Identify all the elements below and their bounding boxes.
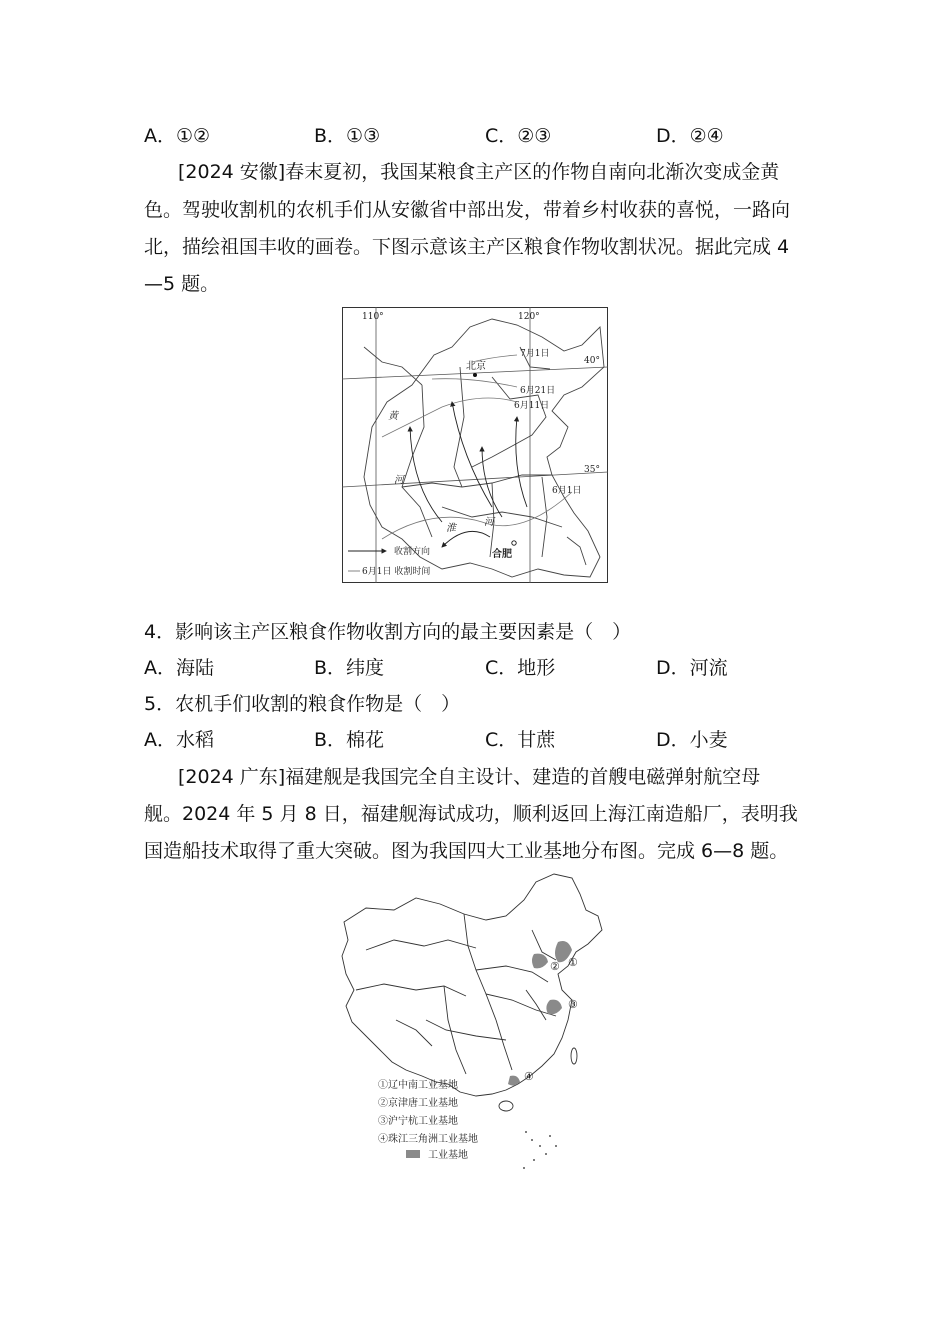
marker-2: ② <box>550 960 560 973</box>
legend-item-1: ①辽中南工业基地 <box>378 1080 458 1091</box>
date-jun-1: 6月1日 <box>552 486 582 496</box>
q3-option-a: A．①② <box>144 125 211 147</box>
lon-label-110: 110° <box>362 312 384 322</box>
marker-3: ③ <box>568 998 578 1011</box>
legend-item-2: ②京津唐工业基地 <box>378 1098 458 1109</box>
passage-2-line-3: 国造船技术取得了重大突破。图为我国四大工业基地分布图。完成 6—8 题。 <box>144 840 789 862</box>
q4-option-b: B．纬度 <box>314 657 385 679</box>
legend-direction: 收割方向 <box>394 547 431 557</box>
place-beijing: 北京 <box>466 361 486 372</box>
q4-options <box>144 656 764 680</box>
base-jingjintang <box>532 954 548 969</box>
base-huningHang <box>546 1000 562 1015</box>
q5-options <box>144 728 764 752</box>
passage-1-line-3: 北，描绘祖国丰收的画卷。下图示意该主产区粮食作物收割状况。据此完成 4 <box>144 236 790 258</box>
hainan-island <box>499 1101 513 1111</box>
q3-option-c: C．②③ <box>485 125 552 147</box>
industrial-map-legend <box>378 1078 478 1161</box>
marker-1: ① <box>568 956 578 969</box>
legend-time: 6月1日 收割时间 <box>362 567 431 577</box>
q4-option-d: D．河流 <box>656 657 728 679</box>
q3-option-d: D．②④ <box>656 125 724 147</box>
legend-key-label: 工业基地 <box>428 1150 468 1161</box>
beijing-marker <box>473 373 477 377</box>
date-jun-11: 6月11日 <box>514 401 550 411</box>
q4-option-a: A．海陆 <box>144 657 214 679</box>
legend-item-4: ④珠江三角洲工业基地 <box>378 1134 478 1145</box>
q5-option-b: B．棉花 <box>314 729 385 751</box>
lon-label-120: 120° <box>518 312 540 322</box>
river-label-he: 河 <box>394 475 404 486</box>
passage-2-line-1: [2024 广东]福建舰是我国完全自主设计、建造的首艘电磁弹射航空母 <box>178 766 761 788</box>
q5-stem: 5．农机手们收割的粮食作物是（ ） <box>144 693 461 715</box>
south-china-sea-islands <box>523 1131 557 1169</box>
date-jul-1: 7月1日 <box>520 349 550 359</box>
passage-1-line-4: —5 题。 <box>144 273 220 295</box>
industrial-bases-map <box>336 870 612 1178</box>
lat-label-35: 35° <box>584 465 600 475</box>
china-outline <box>342 874 602 1096</box>
legend-swatch <box>406 1150 420 1158</box>
harvest-map <box>342 307 608 583</box>
q3-option-b: B．①③ <box>314 125 381 147</box>
river-label-he-2: 河 <box>484 517 494 528</box>
taiwan-island <box>571 1048 577 1064</box>
date-jun-21: 6月21日 <box>520 386 556 396</box>
marker-4: ④ <box>524 1070 534 1083</box>
q4-option-c: C．地形 <box>485 657 556 679</box>
passage-2-line-2: 舰。2024 年 5 月 8 日，福建舰海试成功，顺利返回上海江南造船厂，表明我 <box>144 803 798 825</box>
passage-1-line-1: [2024 安徽]春末夏初，我国某粮食主产区的作物自南向北渐次变成金黄 <box>178 161 780 183</box>
q5-option-a: A．水稻 <box>144 729 214 751</box>
legend-item-3: ③沪宁杭工业基地 <box>378 1116 458 1127</box>
passage-1-line-2: 色。驾驶收割机的农机手们从安徽省中部出发，带着乡村收获的喜悦，一路向 <box>144 199 791 221</box>
lat-label-40: 40° <box>584 356 600 366</box>
q5-option-c: C．甘蔗 <box>485 729 556 751</box>
river-label-huang: 黄 <box>388 411 398 422</box>
q4-stem: 4．影响该主产区粮食作物收割方向的最主要因素是（ ） <box>144 621 632 643</box>
river-label-huai: 淮 <box>446 523 456 534</box>
q5-option-d: D．小麦 <box>656 729 728 751</box>
place-hefei: 合肥 <box>492 549 512 560</box>
q3-options <box>144 124 764 148</box>
